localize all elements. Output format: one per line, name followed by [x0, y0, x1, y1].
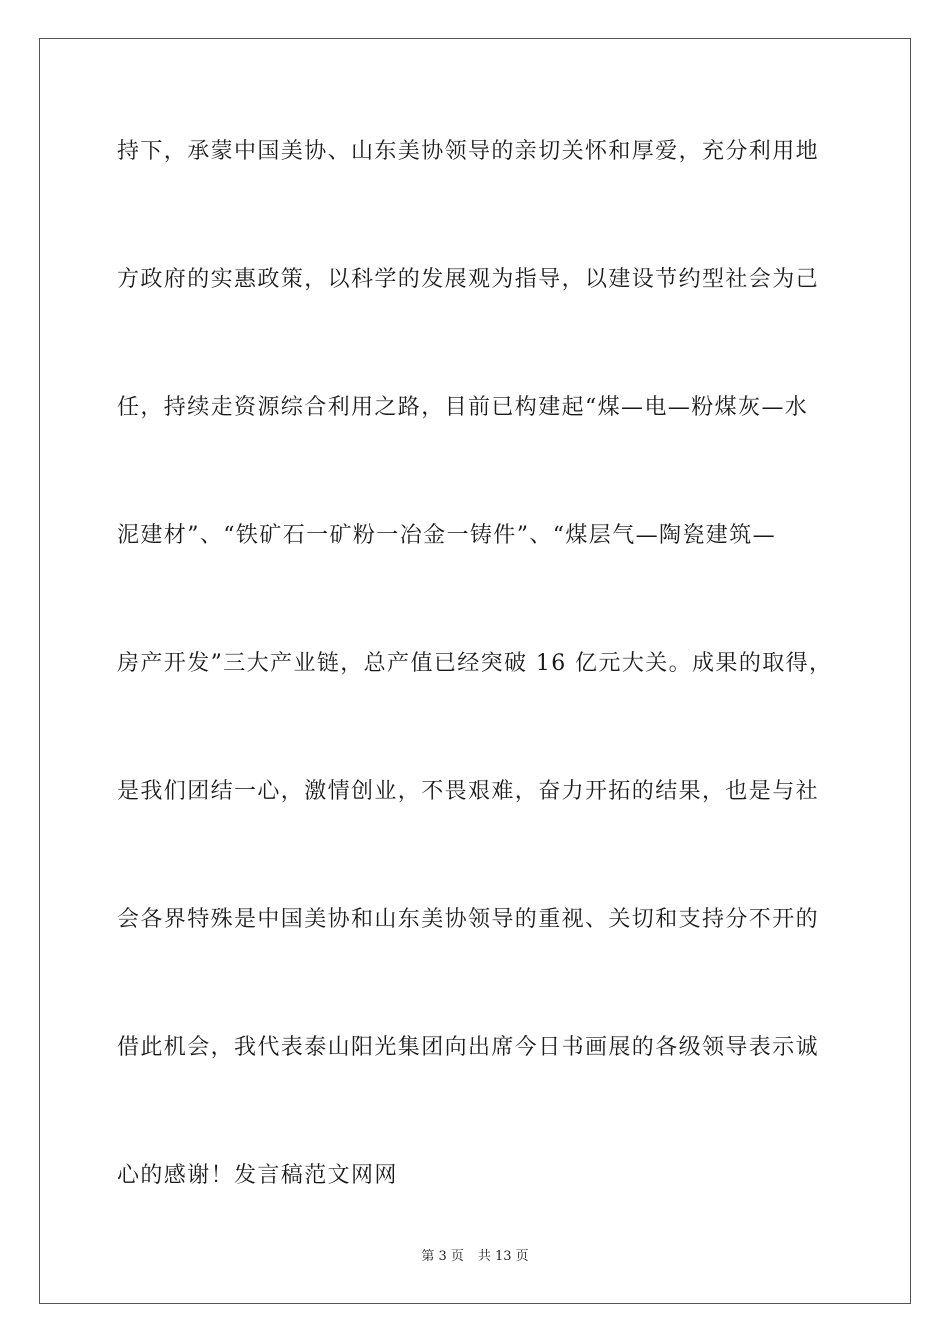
page-total: 共 13 页 [477, 1249, 529, 1264]
body-line-8: 借此机会，我代表泰山阳光集团向出席今日书画展的各级领导表示诚 [117, 1035, 820, 1060]
body-line-7: 会各界特殊是中国美协和山东美协领导的重视、关切和支持分不开的 [117, 907, 820, 932]
body-line-5: 房产开发”三大产业链，总产值已经突破 16 亿元大关。成果的取得， [117, 651, 833, 676]
body-line-6: 是我们团结一心，激情创业，不畏艰难，奋力开拓的结果，也是与社 [117, 779, 820, 804]
page-number: 第 3 页 [421, 1249, 464, 1264]
body-line-9: 心的感谢！发言稿范文网网 [117, 1163, 398, 1188]
body-line-4: 泥建材”、“铁矿石一矿粉一冶金一铸件”、“煤层气—陶瓷建筑— [117, 523, 776, 548]
body-line-2: 方政府的实惠政策，以科学的发展观为指导，以建设节约型社会为己 [117, 267, 820, 292]
body-line-3: 任，持续走资源综合利用之路，目前已构建起“煤—电—粉煤灰—水 [117, 395, 809, 420]
document-body [117, 126, 837, 1202]
body-line-1: 持下，承蒙中国美协、山东美协领导的亲切关怀和厚爱，充分利用地 [117, 139, 820, 164]
page-footer [0, 1245, 950, 1264]
